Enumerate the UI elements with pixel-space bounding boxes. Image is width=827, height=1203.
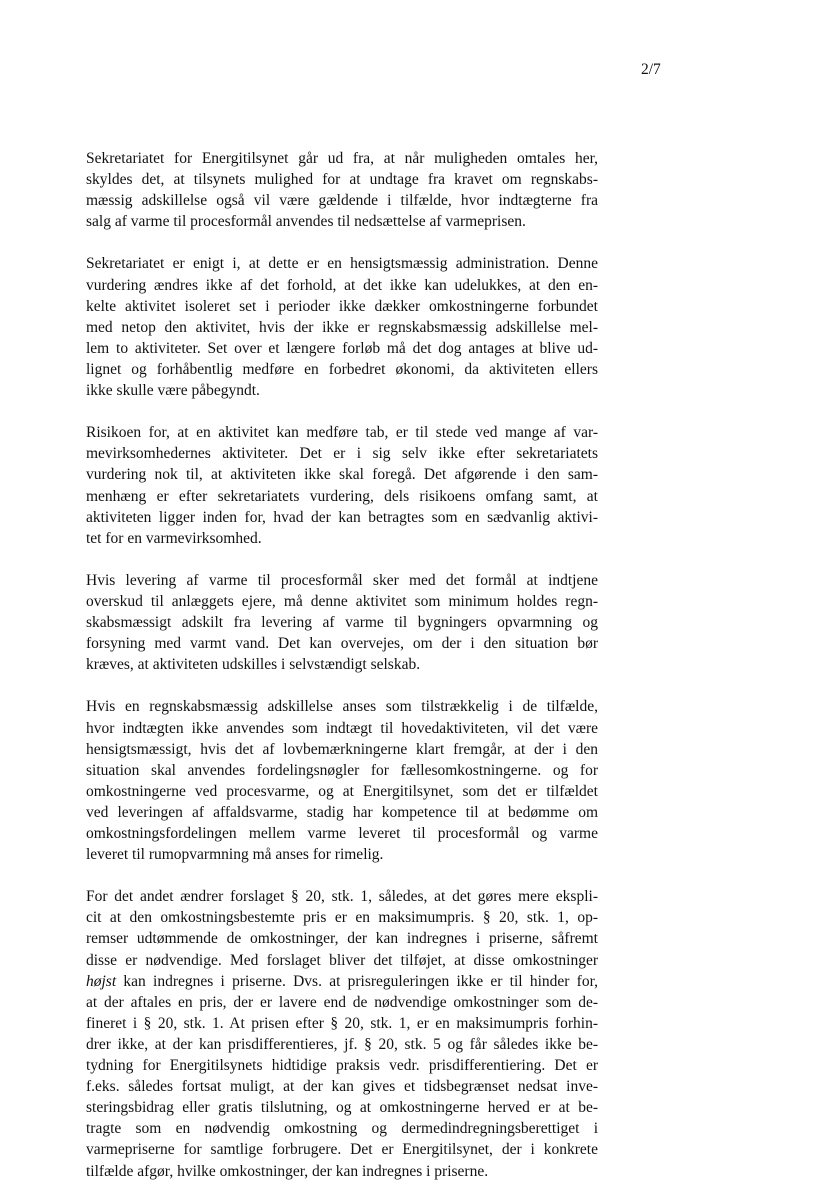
- line-text: For det andet ændrer forslaget § 20, stk. 1, således, at det gøres mere ekspli-: [86, 888, 598, 906]
- line-text: tet for en varmevirksomhed.: [86, 529, 262, 547]
- line-text: varmepriserne for samtlige forbrugere. Det er Energitilsynet, der i konkrete: [86, 1141, 598, 1159]
- line-text: Hvis en regnskabsmæssig adskillelse anses som tilstrækkelig i de tilfælde,: [86, 698, 598, 716]
- line-text: omkostningsfordelingen mellem varme leveret til procesformål og varme: [86, 825, 598, 842]
- text-line: [86, 739, 598, 760]
- line-text: drer ikke, at der kan prisdifferentieres, jf. § 20, stk. 5 og får således ikke be-: [86, 1035, 598, 1053]
- line-text: overskud til anlæggets ejere, må denne aktivitet som minimum holdes regn-: [86, 592, 598, 610]
- line-text: tilfælde afgør, hvilke omkostninger, der kan indregnes i priserne.: [86, 1162, 489, 1180]
- text-line: [86, 338, 598, 359]
- text-line: [86, 296, 598, 317]
- text-line: [86, 422, 598, 443]
- line-text: hensigtsmæssigt, hvis det af lovbemærkningerne klart fremgår, at der i den: [86, 740, 598, 758]
- text-line: [86, 443, 598, 464]
- line-text: vurdering ændres ikke af det forhold, at det ikke kan udelukkes, at den en-: [86, 276, 598, 294]
- text-line: [86, 1161, 598, 1182]
- text-line: [86, 359, 598, 380]
- line-text: leveret til rumopvarmning må anses for rimelig.: [86, 846, 384, 864]
- paragraph: [86, 886, 598, 1181]
- text-line: [86, 612, 598, 633]
- line-text: mæssig adskillelse også vil være gældende i tilfælde, hvor indtægterne fra: [86, 192, 598, 210]
- text-line: [86, 1118, 598, 1139]
- line-text: Sekretariatet for Energitilsynet går ud fra, at når muligheden omtales her,: [86, 150, 598, 167]
- text-line: [86, 190, 598, 211]
- text-line: [86, 1013, 598, 1034]
- line-text: aktiviteten ligger inden for, hvad der kan betragtes som en sædvanlig aktivi-: [86, 508, 598, 526]
- line-text: lignet og forhåbentlig medføre en forbedret økonomi, da aktiviteten ellers: [86, 360, 598, 378]
- line-text: at der aftales en pris, der er lavere end de nødvendige omkostninger som de-: [86, 993, 598, 1011]
- paragraph: [86, 570, 598, 675]
- text-line: [86, 760, 598, 781]
- line-text: vurdering nok til, at aktiviteten ikke skal foregå. Det afgørende i den sam-: [86, 466, 598, 484]
- text-line: [86, 464, 598, 485]
- text-line: [86, 718, 598, 739]
- paragraph: [86, 422, 598, 549]
- line-text: Risikoen for, at en aktivitet kan medføre tab, er til stede ved mange af var-: [86, 424, 598, 442]
- text-line: [86, 696, 598, 717]
- line-text: cit at den omkostningsbestemte pris er en maksimumpris. § 20, stk. 1, op-: [86, 909, 598, 927]
- text-line: [86, 1076, 598, 1097]
- text-line: [86, 1097, 598, 1118]
- line-text: fineret i § 20, stk. 1. At prisen efter § 20, stk. 1, er en maksimumpris forhin-: [86, 1014, 598, 1032]
- paragraph: [86, 253, 598, 401]
- line-text: Sekretariatet er enigt i, at dette er en hensigtsmæssig administration. Denne: [86, 255, 598, 273]
- text-line: [86, 1139, 598, 1160]
- text-line: [86, 275, 598, 296]
- line-text: Hvis levering af varme til procesformål sker med det formål at indtjene: [86, 571, 598, 589]
- emphasized-word: højst: [86, 972, 117, 990]
- line-text: forsyning med varmt vand. Det kan overvejes, om der i den situation bør: [86, 635, 598, 653]
- line-text: hvor indtægten ikke anvendes som indtægt til hovedaktiviteten, vil det være: [86, 719, 598, 737]
- text-line: [86, 781, 598, 802]
- text-line: [86, 253, 598, 274]
- line-text: disse er nødvendige. Med forslaget bliver det tilføjet, at disse omkostninger: [86, 951, 598, 969]
- text-line: [86, 844, 598, 865]
- line-text: tydning for Energitilsynets hidtidige praksis vedr. prisdifferentiering. Det er: [86, 1057, 598, 1075]
- line-text: ikke skulle være påbegyndt.: [86, 382, 260, 400]
- line-text: kelte aktivitet isoleret set i perioder ikke dækker omkostningerne forbundet: [86, 297, 598, 315]
- text-line: [86, 148, 598, 169]
- line-text: omkostningerne ved procesvarme, og at Energitilsynet, som det er tilfældet: [86, 782, 598, 800]
- text-line: [86, 591, 598, 612]
- text-line: [86, 823, 598, 844]
- text-line: [86, 317, 598, 338]
- line-text: med netop den aktivitet, hvis der ikke er regnskabsmæssig adskillelse mel-: [86, 318, 598, 336]
- text-line: [86, 633, 598, 654]
- text-line: [86, 507, 598, 528]
- text-line: [86, 971, 598, 992]
- text-line: [86, 654, 598, 675]
- text-line: [86, 169, 598, 190]
- line-text: steringsbidrag eller gratis tilslutning, og at omkostningerne herved er at be-: [86, 1099, 598, 1117]
- text-line: [86, 1055, 598, 1076]
- line-text: tragte som en nødvendig omkostning og dermedindregningsberettiget i: [86, 1120, 598, 1138]
- text-line: [86, 886, 598, 907]
- line-text: skabsmæssigt adskilt fra levering af varme til bygningers opvarmning og: [86, 614, 598, 632]
- text-line: [86, 486, 598, 507]
- paragraph: [86, 148, 598, 232]
- page-number: 2/7: [641, 61, 661, 78]
- line-text: skyldes det, at tilsynets mulighed for at undtage fra kravet om regnskabs-: [86, 171, 598, 189]
- document-body: [86, 148, 598, 1203]
- text-line: [86, 528, 598, 549]
- line-text: lem to aktiviteter. Set over et længere forløb må det dog antages at blive ud-: [86, 339, 598, 357]
- text-line: [86, 907, 598, 928]
- text-line: [86, 1034, 598, 1055]
- text-line: [86, 992, 598, 1013]
- text-line: [86, 950, 598, 971]
- line-text: kan indregnes i priserne. Dvs. at prisreguleringen ikke er til hinder for,: [116, 972, 598, 990]
- text-line: [86, 380, 598, 401]
- line-text: situation skal anvendes fordelingsnøgler for fællesomkostningerne. og for: [86, 761, 598, 779]
- text-line: [86, 928, 598, 949]
- line-text: f.eks. således fortsat muligt, at der kan gives et tidsbegrænset nedsat inve-: [86, 1078, 598, 1096]
- text-line: [86, 802, 598, 823]
- line-text: ved leveringen af affaldsvarme, stadig har kompetence til at bedømme om: [86, 803, 598, 821]
- paragraph: [86, 696, 598, 865]
- text-line: [86, 570, 598, 591]
- line-text: mevirksomhedernes aktiviteter. Det er i sig selv ikke efter sekretariatets: [86, 445, 598, 463]
- text-line: [86, 211, 598, 232]
- line-text: menhæng er efter sekretariatets vurdering, dels risikoens omfang samt, at: [86, 487, 598, 505]
- line-text: kræves, at aktiviteten udskilles i selvstændigt selskab.: [86, 656, 421, 674]
- line-text: remser udtømmende de omkostninger, der kan indregnes i priserne, såfremt: [86, 930, 598, 948]
- line-text: salg af varme til procesformål anvendes til nedsættelse af varmeprisen.: [86, 213, 526, 231]
